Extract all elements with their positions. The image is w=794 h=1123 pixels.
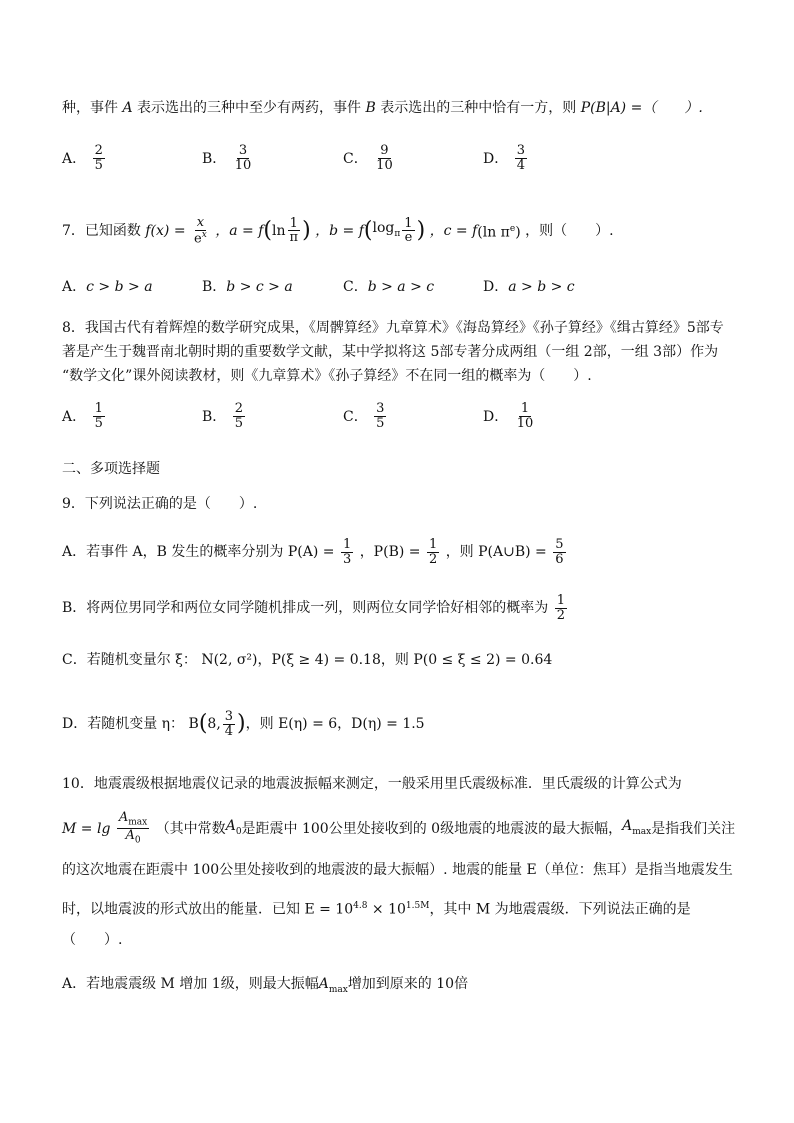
q8-option-b: B． $\frac{2}{5}$	[202, 401, 244, 431]
q8-option-d: D． $\frac{1}{10}$	[483, 401, 534, 431]
q6-option-c: C． $\frac{9}{10}$	[343, 143, 393, 173]
q8-stem-line2: 著是产生于魏晋南北朝时期的重要数学文献，某中学拟将这 5部专著分成两组（一组 2部，一组 3部）作为	[62, 344, 719, 360]
q10-option-a: A．若地震震级 M 增加 1级，则最大振幅$A_{max}$增加到原来的 10倍	[62, 976, 469, 995]
q10-stem-line4: 时，以地震波的形式放出的能量．已知 $E = 10^{4.8} \times 10^{1.5M}$，其中 M 为地震震级．下列说法正确的是	[62, 901, 691, 918]
q7-option-b: B．b > c > a	[202, 279, 293, 295]
q10-stem-line5: （ ）.	[62, 932, 123, 948]
q6-option-d: D． $\frac{3}{4}$	[483, 143, 525, 173]
q7-option-a: A．c > b > a	[62, 279, 153, 295]
section-heading: 二、多项选择题	[62, 461, 160, 477]
q10-stem-line2: M = lg $\frac{A_{max}}{A_0}$ （其中常数$A_0$是距震中 100公里处接收到的 0级地震的地震波的最大振幅，$A_{max}$是指我们关注	[62, 810, 736, 846]
q6-option-a: A． $\frac{2}{5}$	[62, 143, 103, 173]
q10-stem-line1: 10．地震震级根据地震仪记录的地震波振幅来测定，一般采用里氏震级标准．里氏震级的计算公式为	[62, 776, 682, 792]
q8-option-a: A． $\frac{1}{5}$	[62, 401, 103, 431]
q10-stem-line3: 的这次地震在距震中 100公里处接收到的地震波的最大振幅）. 地震的能量 E（单位：焦耳）是指当地震发生	[62, 862, 733, 878]
q6-option-b: B． $\frac{3}{10}$	[202, 143, 252, 173]
q9-stem: 9．下列说法正确的是（ ）.	[62, 496, 258, 512]
q9-option-a: A．若事件 A，B 发生的概率分别为 P(A) = $\frac{1}{3}$ ，P(B) = $\frac{1}{2}$ ，则 P(A∪B) = $\frac{5}{6}$	[62, 536, 564, 567]
q9-option-b: B．将两位男同学和两位女同学随机排成一列，则两位女同学恰好相邻的概率为 $\frac{1}{2}$	[62, 592, 566, 623]
q8-option-c: C． $\frac{3}{5}$	[343, 401, 385, 431]
q8-stem-line1: 8．我国古代有着辉煌的数学研究成果，《周髀算经》九章算术》《海岛算经》《孙子算经》《缉古算经》5部专	[62, 320, 724, 336]
q7-option-d: D．a > b > c	[483, 279, 575, 295]
q8-stem-line3: “数学文化”课外阅读教材，则《九章算术》《孙子算经》不在同一组的概率为（ ）.	[62, 368, 592, 384]
q7-option-c: C．b > a > c	[343, 279, 435, 295]
q9-option-c: C．若随机变量尔 ξ： N(2, σ²)，P(ξ ≥ 4) = 0.18，则 P(0 ≤ ξ ≤ 2) = 0.64	[62, 652, 553, 668]
q7-stem: 7．已知函数 f(x) = $\frac{x}{e^x}$ ，a = f(ln $\frac{1}{\pi}$ ) ，$b = f(\log_\pi$ $\frac{1}{e}$ ) ，c = f(ln $\pi^e$) ，则（ ）.	[62, 215, 614, 247]
q6-stem: 种，事件 A 表示选出的三种中至少有两药，事件 B 表示选出的三种中恰有一方，则 P(B|A) =（ ）.	[62, 100, 703, 116]
q9-option-d: D．若随机变量 η： B(8, $\frac{3}{4}$ )，则 E(η) = 6，D(η) = 1.5	[62, 708, 425, 739]
